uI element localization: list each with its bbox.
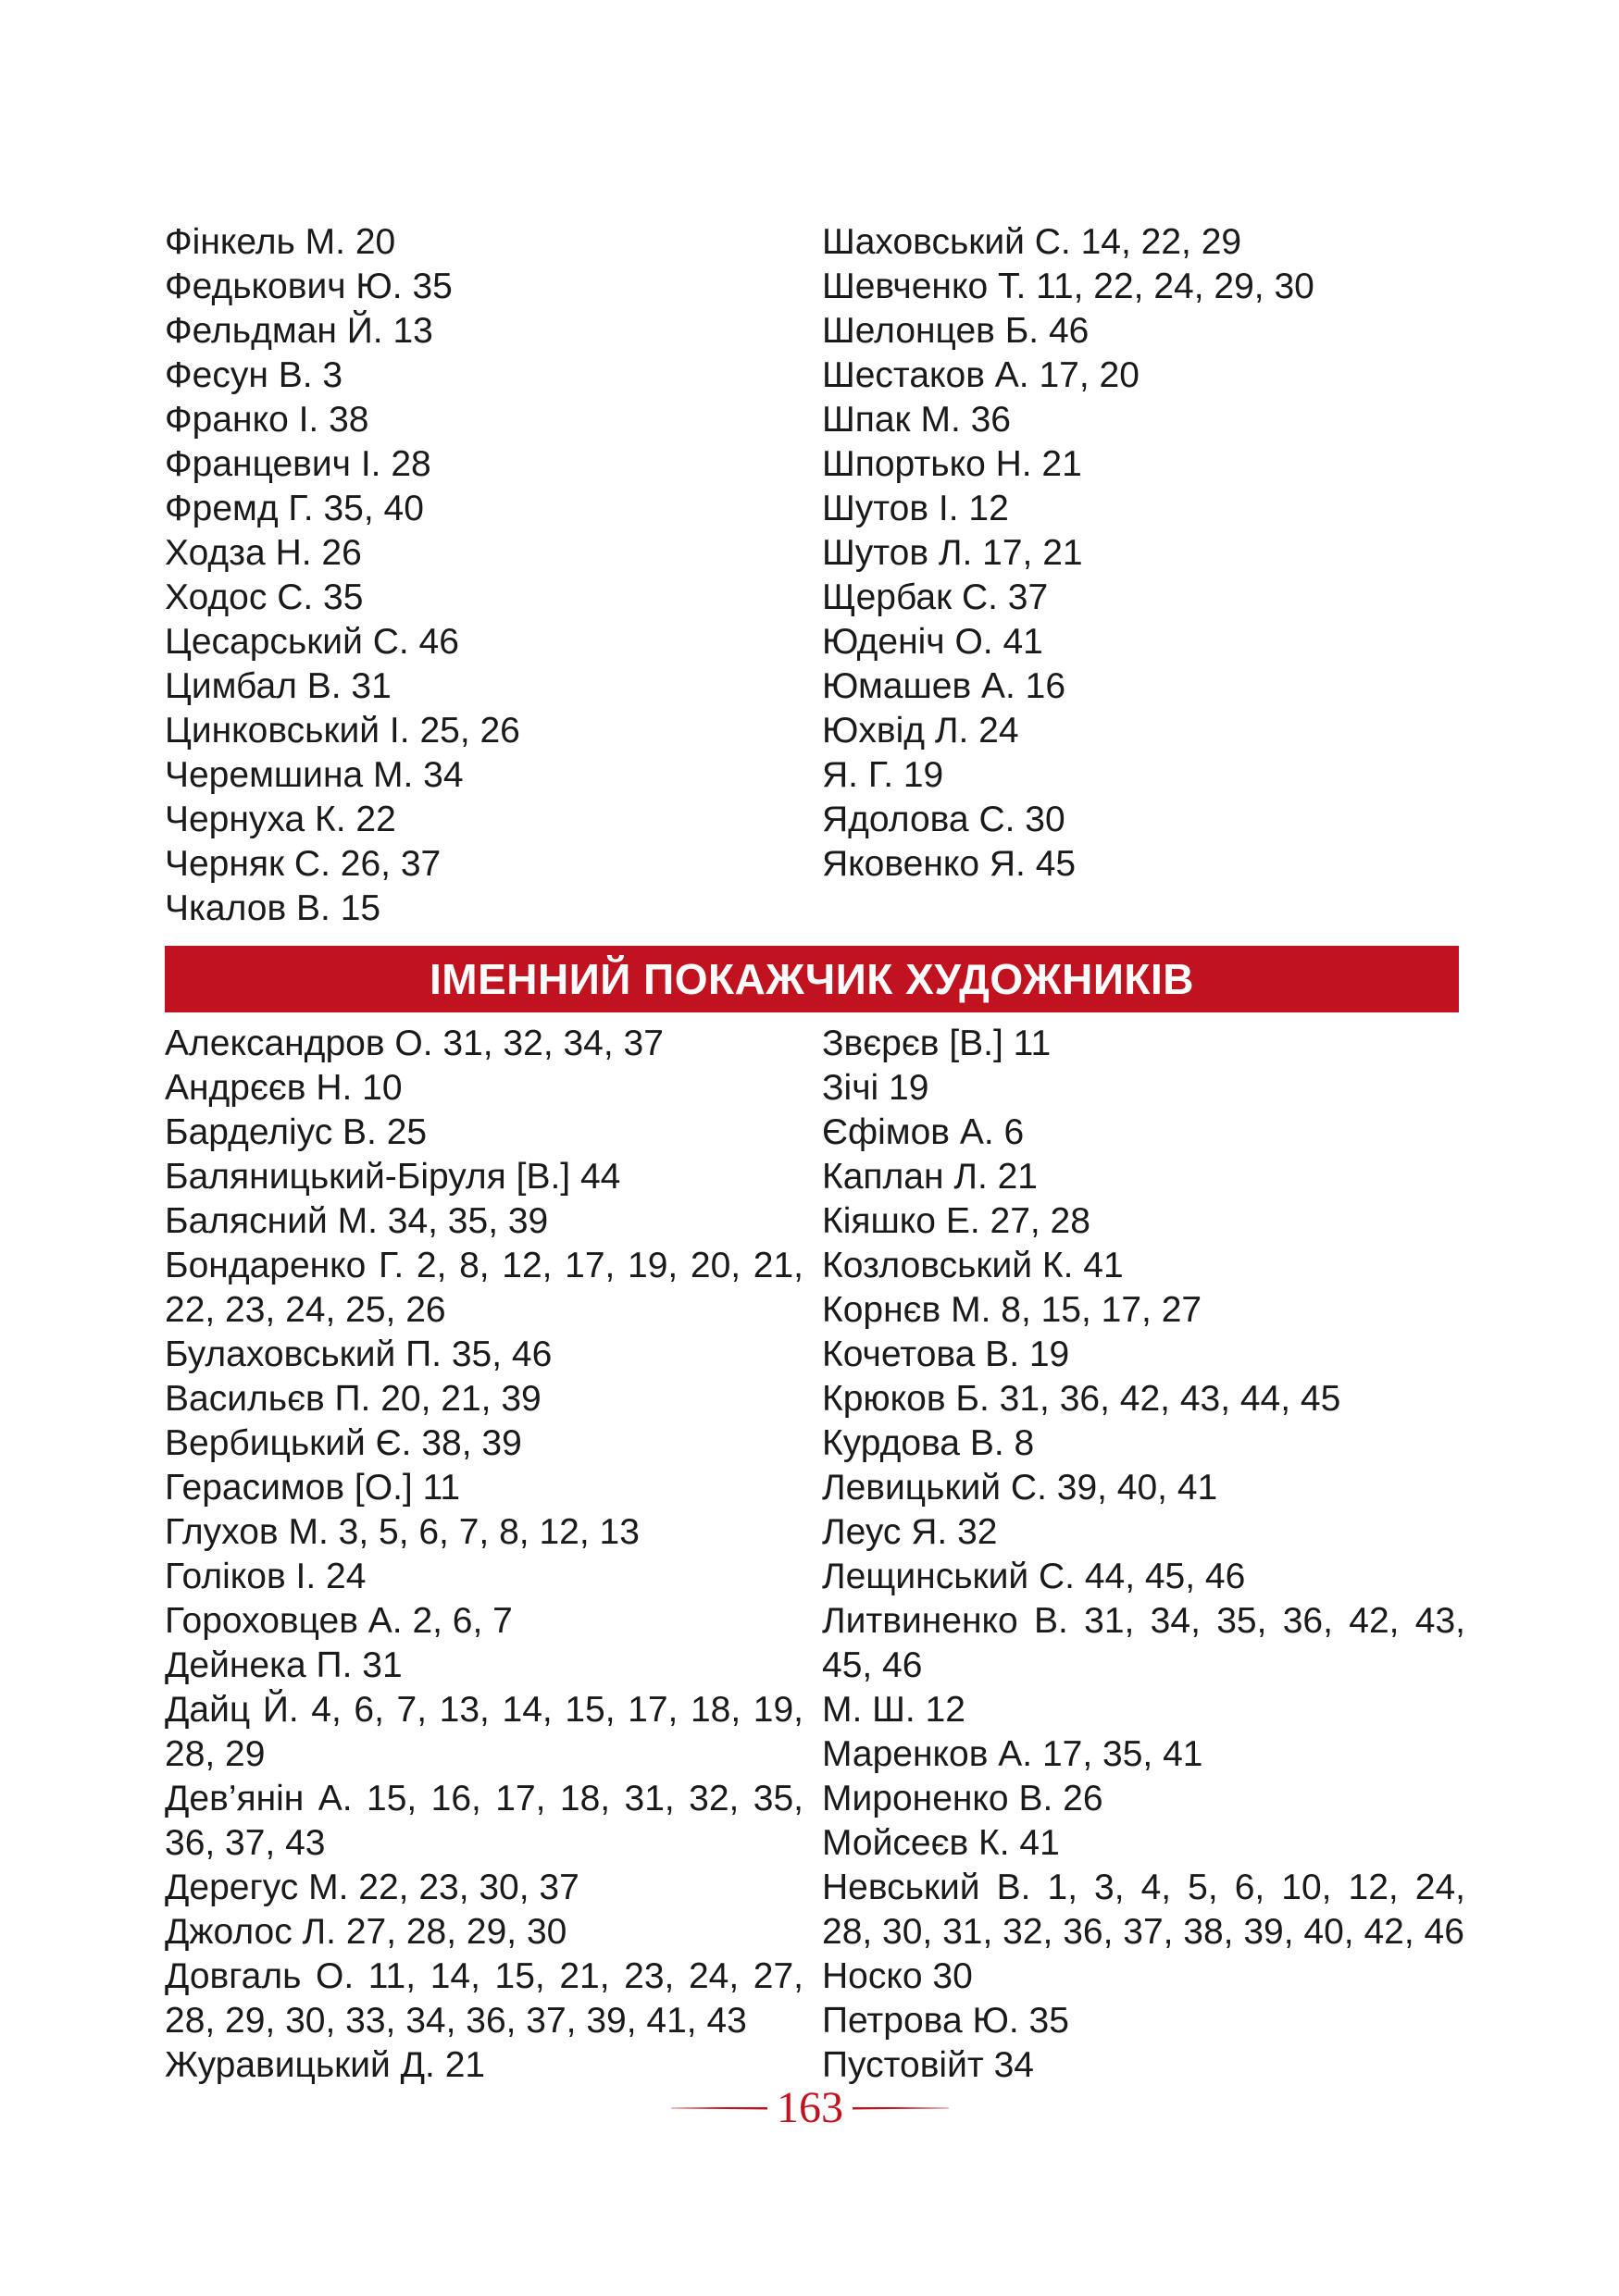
- artist-entry: Каплан Л. 21: [822, 1157, 1038, 1197]
- artist-entry: Зічі 19: [822, 1068, 929, 1108]
- artist-entry: Бондаренко Г. 2, 8, 12, 17, 19, 20, 21, 22, 23, 24, 25, 26: [165, 1246, 803, 1330]
- index-entry: Франко І. 38: [165, 400, 369, 440]
- artist-entry: Васильєв П. 20, 21, 39: [165, 1379, 542, 1419]
- section-heading-banner: [165, 946, 1459, 1012]
- index-entry: Черняк С. 26, 37: [165, 844, 442, 884]
- artist-entry: Курдова В. 8: [822, 1423, 1035, 1463]
- artist-entry: М. Ш. 12: [822, 1690, 965, 1730]
- index-entry: Чернуха К. 22: [165, 800, 396, 839]
- artist-entry: Герасимов [О.] 11: [165, 1468, 461, 1508]
- artists-index-column-left: [165, 1022, 803, 2088]
- footer-rule-right: [853, 2107, 949, 2110]
- artist-entry: Єфімов А. 6: [822, 1112, 1025, 1152]
- section-title: ІМЕННИЙ ПОКАЖЧИК ХУДОЖНИКІВ: [430, 955, 1194, 1003]
- index-entry: Ходос С. 35: [165, 577, 364, 617]
- artist-entry: Барделіус В. 25: [165, 1112, 428, 1152]
- artist-entry: Дейнека П. 31: [165, 1645, 403, 1685]
- artist-entry: Лещинський С. 44, 45, 46: [822, 1557, 1246, 1596]
- index-entry: Шевченко Т. 11, 22, 24, 29, 30: [822, 267, 1314, 306]
- artist-entry: Баляницький-Біруля [В.] 44: [165, 1157, 621, 1197]
- artist-entry: Александров О. 31, 32, 34, 37: [165, 1024, 664, 1063]
- page-footer: [671, 2080, 949, 2136]
- artists-index-column-right: [822, 1022, 1465, 2088]
- artist-entry: Петрова Ю. 35: [822, 2001, 1069, 2041]
- index-entry: Цимбал В. 31: [165, 666, 392, 706]
- artist-entry: Козловський К. 41: [822, 1246, 1124, 1285]
- index-entry: Яковенко Я. 45: [822, 844, 1077, 884]
- artist-entry: Дерегус М. 22, 23, 30, 37: [165, 1868, 579, 1907]
- artist-entry: Кочетова В. 19: [822, 1334, 1070, 1374]
- artist-entry: Дев’янін А. 15, 16, 17, 18, 31, 32, 35, 36, 37, 43: [165, 1779, 803, 1863]
- artist-entry: Довгаль О. 11, 14, 15, 21, 23, 24, 27, 28, 29, 30, 33, 34, 36, 37, 39, 41, 43: [165, 1956, 803, 2041]
- artist-entry: Вербицький Є. 38, 39: [165, 1423, 522, 1463]
- index-entry: Ядолова С. 30: [822, 800, 1065, 839]
- index-entry: Шаховський С. 14, 22, 29: [822, 222, 1242, 262]
- index-column-right-top: [822, 220, 1470, 887]
- index-entry: Юденіч О. 41: [822, 622, 1043, 662]
- artist-entry: Маренков А. 17, 35, 41: [822, 1734, 1203, 1774]
- index-entry: Францевич І. 28: [165, 444, 431, 484]
- artist-entry: Левицький С. 39, 40, 41: [822, 1468, 1218, 1508]
- artist-entry: Звєрєв [В.] 11: [822, 1024, 1052, 1063]
- artist-entry: Джолос Л. 27, 28, 29, 30: [165, 1912, 567, 1952]
- artist-entry: Мойсеєв К. 41: [822, 1823, 1060, 1863]
- artist-entry: Литвиненко В. 31, 34, 35, 36, 42, 43, 45, 46: [822, 1601, 1465, 1685]
- index-entry: Шутов Л. 17, 21: [822, 533, 1083, 573]
- artist-entry: Мироненко В. 26: [822, 1779, 1103, 1818]
- index-entry: Федькович Ю. 35: [165, 267, 453, 306]
- artist-entry: Крюков Б. 31, 36, 42, 43, 44, 45: [822, 1379, 1341, 1419]
- index-entry: Ходза Н. 26: [165, 533, 362, 573]
- artist-entry: Дайц Й. 4, 6, 7, 13, 14, 15, 17, 18, 19, 28, 29: [165, 1690, 803, 1774]
- page-number: 163: [777, 2083, 843, 2132]
- artist-entry: Балясний М. 34, 35, 39: [165, 1201, 549, 1241]
- index-entry: Шпортько Н. 21: [822, 444, 1082, 484]
- artist-entry: Носко 30: [822, 1956, 973, 1996]
- index-entry: Чкалов В. 15: [165, 888, 381, 928]
- index-entry: Цесарський С. 46: [165, 622, 459, 662]
- index-entry: Шутов І. 12: [822, 489, 1009, 528]
- index-entry: Фінкель М. 20: [165, 222, 396, 262]
- artist-entry: Невський В. 1, 3, 4, 5, 6, 10, 12, 24, 28, 30, 31, 32, 36, 37, 38, 39, 40, 42, 46: [822, 1868, 1465, 1952]
- index-entry: Шпак М. 36: [822, 400, 1011, 440]
- artist-entry: Корнєв М. 8, 15, 17, 27: [822, 1290, 1202, 1330]
- index-entry: Шестаков А. 17, 20: [822, 355, 1140, 395]
- index-entry: Фремд Г. 35, 40: [165, 489, 424, 528]
- index-entry: Черемшина М. 34: [165, 755, 464, 795]
- index-entry: Цинковський І. 25, 26: [165, 711, 520, 751]
- index-entry: Фельдман Й. 13: [165, 311, 433, 351]
- artist-entry: Андрєєв Н. 10: [165, 1068, 403, 1108]
- artist-entry: Пустовійт 34: [822, 2045, 1034, 2085]
- index-entry: Шелонцев Б. 46: [822, 311, 1090, 351]
- index-entry: Я. Г. 19: [822, 755, 944, 795]
- index-column-left-top: [165, 220, 794, 931]
- index-entry: Щербак С. 37: [822, 577, 1049, 617]
- index-entry: Юхвід Л. 24: [822, 711, 1019, 751]
- artist-entry: Голіков І. 24: [165, 1557, 367, 1596]
- index-entry: Фесун В. 3: [165, 355, 343, 395]
- artist-entry: Леус Я. 32: [822, 1512, 998, 1552]
- artist-entry: Кіяшко Е. 27, 28: [822, 1201, 1090, 1241]
- artist-entry: Журавицький Д. 21: [165, 2045, 486, 2085]
- artist-entry: Булаховський П. 35, 46: [165, 1334, 553, 1374]
- artist-entry: Гороховцев А. 2, 6, 7: [165, 1601, 513, 1641]
- index-entry: Юмашев А. 16: [822, 666, 1066, 706]
- footer-rule-left: [671, 2107, 767, 2110]
- artist-entry: Глухов М. 3, 5, 6, 7, 8, 12, 13: [165, 1512, 640, 1552]
